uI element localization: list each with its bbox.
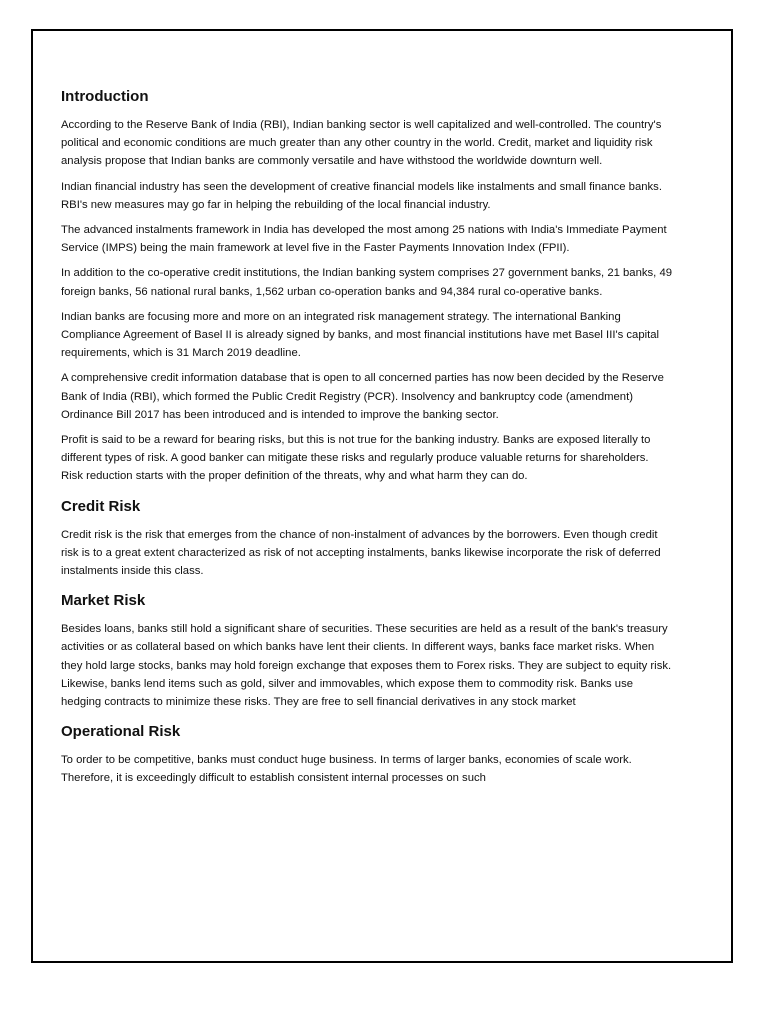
paragraph: Indian financial industry has seen the development of creative financial models like instalments and small finance banks. RBI's new measures may go far in helping the rebuilding of the local financial industry.: [61, 180, 662, 211]
document-body: [61, 86, 673, 795]
paragraph: The advanced instalments framework in India has developed the most among 25 nations with India's Immediate Payment Service (IMPS) being the main framework at level five in the Faster Payments Innovation Index (FPII).: [61, 224, 667, 255]
heading-operational-risk: Operational Risk: [61, 723, 181, 741]
heading-introduction: Introduction: [61, 88, 149, 105]
paragraph: Indian banks are focusing more and more on an integrated risk management strategy. The international Banking Compliance Agreement of Basel II is already signed by banks, and most financial institutions have met Basel III's capital requirements, which is 31 March 2019 deadline.: [61, 310, 660, 360]
heading-market-risk: Market Risk: [61, 592, 146, 610]
section-operational-risk: [61, 721, 673, 787]
paragraph: To order to be competitive, banks must conduct huge business. In terms of larger banks, economies of scale work. Therefore, it is exceedingly difficult to establish consistent internal processes on such: [61, 754, 632, 785]
paragraph: In addition to the co-operative credit institutions, the Indian banking system comprises 27 government banks, 21 banks, 49 foreign banks, 56 national rural banks, 1,562 urban co-operation banks and 94,384 rural co-operative banks.: [61, 267, 673, 298]
heading-credit-risk: Credit Risk: [61, 497, 141, 515]
section-credit-risk: [61, 496, 673, 581]
paragraph: Profit is said to be a reward for bearing risks, but this is not true for the banking industry. Banks are exposed literally to different types of risk. A good banker can mitigate these risks and regularly produce valuable returns for shareholders. Risk reduction starts with the proper definition of the threats, why and what harm they can do.: [61, 434, 651, 483]
paragraph: Credit risk is the risk that emerges from the chance of non-instalment of advances by the borrowers. Even though credit risk is to a great extent characterized as risk of not accepting instalments, banks likewise incorporate the risk of deferred instalments inside this class.: [61, 528, 661, 578]
paragraph: A comprehensive credit information database that is open to all concerned parties has now been decided by the Reserve Bank of India (RBI), which formed the Public Credit Registry (PCR). Insolvency and bankruptcy code (amendment) Ordinance Bill 2017 has been introduced and is intended to improve the banking sector.: [61, 372, 664, 421]
section-market-risk: [61, 590, 673, 711]
paragraph: According to the Reserve Bank of India (RBI), Indian banking sector is well capitalized and well-controlled. The country's political and economic conditions are much greater than any other country in the world. Credit, market and liquidity risk analysis propose that Indian banks are commonly versatile and have withstood the worldwide downturn well.: [61, 119, 662, 168]
paragraph: Besides loans, banks still hold a significant share of securities. These securities are held as a result of the bank's treasury activities or as collateral based on which banks have lent their clients. In different ways, banks face market risks. When they hold large stocks, banks may hold foreign exchange that exposes them to Forex risks. They are subject to equity risk. Likewise, banks lend items such as gold, silver and immovables, which expose them to commodity risk. Banks use hedging contracts to minimize these risks. They are free to sell financial derivatives in any stock market: [61, 623, 672, 709]
section-introduction: [61, 86, 673, 486]
